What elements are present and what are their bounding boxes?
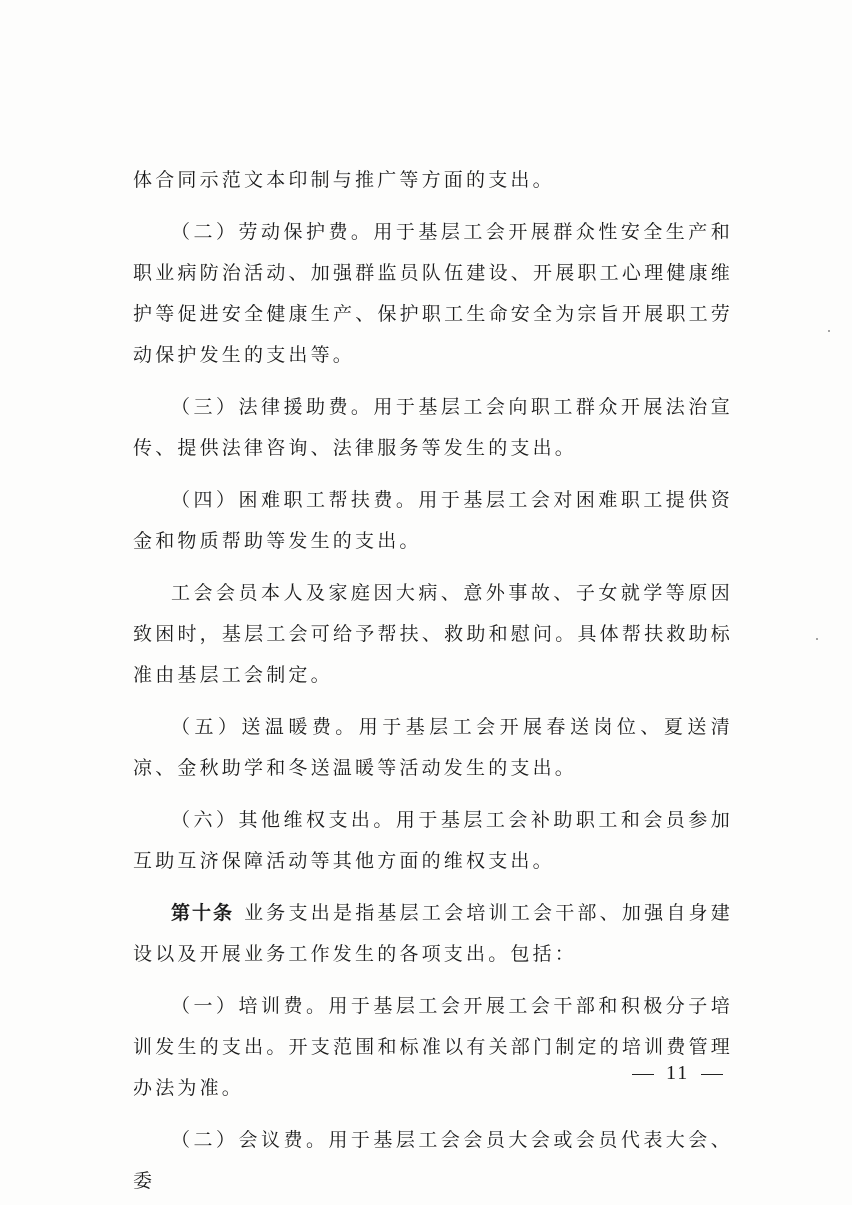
paragraph-text: （五）送温暖费。用于基层工会开展春送岗位、夏送清凉、金秋助学和冬送温暖等活动发生的支出。 xyxy=(133,716,733,779)
document-body xyxy=(133,160,733,1213)
paragraph-text: 业务支出是指基层工会培训工会干部、加强自身建设以及开展业务工作发生的各项支出。包括： xyxy=(133,902,733,965)
paragraph-hardship-assistance xyxy=(133,480,733,562)
paragraph-member-relief xyxy=(133,573,733,696)
paragraph-text: （一）培训费。用于基层工会开展工会干部和积极分子培训发生的支出。开支范围和标准以有关部门制定的培训费管理办法为准。 xyxy=(133,995,733,1099)
paragraph-legal-aid xyxy=(133,387,733,469)
paragraph-training-fee xyxy=(133,986,733,1109)
scan-speck xyxy=(828,330,830,332)
paragraph-text: （四）困难职工帮扶费。用于基层工会对困难职工提供资金和物质帮助等发生的支出。 xyxy=(133,489,733,552)
paragraph-continuation xyxy=(133,160,733,201)
paragraph-labor-protection xyxy=(133,212,733,376)
paragraph-text: （二）会议费。用于基层工会会员大会或会员代表大会、委 xyxy=(133,1129,733,1192)
page-number xyxy=(620,1062,735,1085)
paragraph-meeting-fee xyxy=(133,1120,733,1202)
article-heading: 第十条 xyxy=(171,902,235,924)
paragraph-text: （二）劳动保护费。用于基层工会开展群众性安全生产和职业病防治活动、加强群监员队伍建设、开展职工心理健康维护等促进安全健康生产、保护职工生命安全为宗旨开展职工劳动保护发生的支出等。 xyxy=(133,221,733,366)
page-number-value: 11 xyxy=(666,1062,690,1084)
paragraph-warmth-delivery xyxy=(133,707,733,789)
paragraph-text: 体合同示范文本印制与推广等方面的支出。 xyxy=(133,169,555,191)
left-dash xyxy=(632,1074,654,1075)
paragraph-text: 工会会员本人及家庭因大病、意外事故、子女就学等原因致困时，基层工会可给予帮扶、救助和慰问。具体帮扶救助标准由基层工会制定。 xyxy=(133,582,733,686)
paragraph-article-ten xyxy=(133,893,733,975)
paragraph-text: （三）法律援助费。用于基层工会向职工群众开展法治宣传、提供法律咨询、法律服务等发生的支出。 xyxy=(133,396,733,459)
right-dash xyxy=(701,1074,723,1075)
paragraph-text: （六）其他维权支出。用于基层工会补助职工和会员参加互助互济保障活动等其他方面的维权支出。 xyxy=(133,809,733,872)
paragraph-other-rights xyxy=(133,800,733,882)
scan-speck xyxy=(816,638,818,640)
